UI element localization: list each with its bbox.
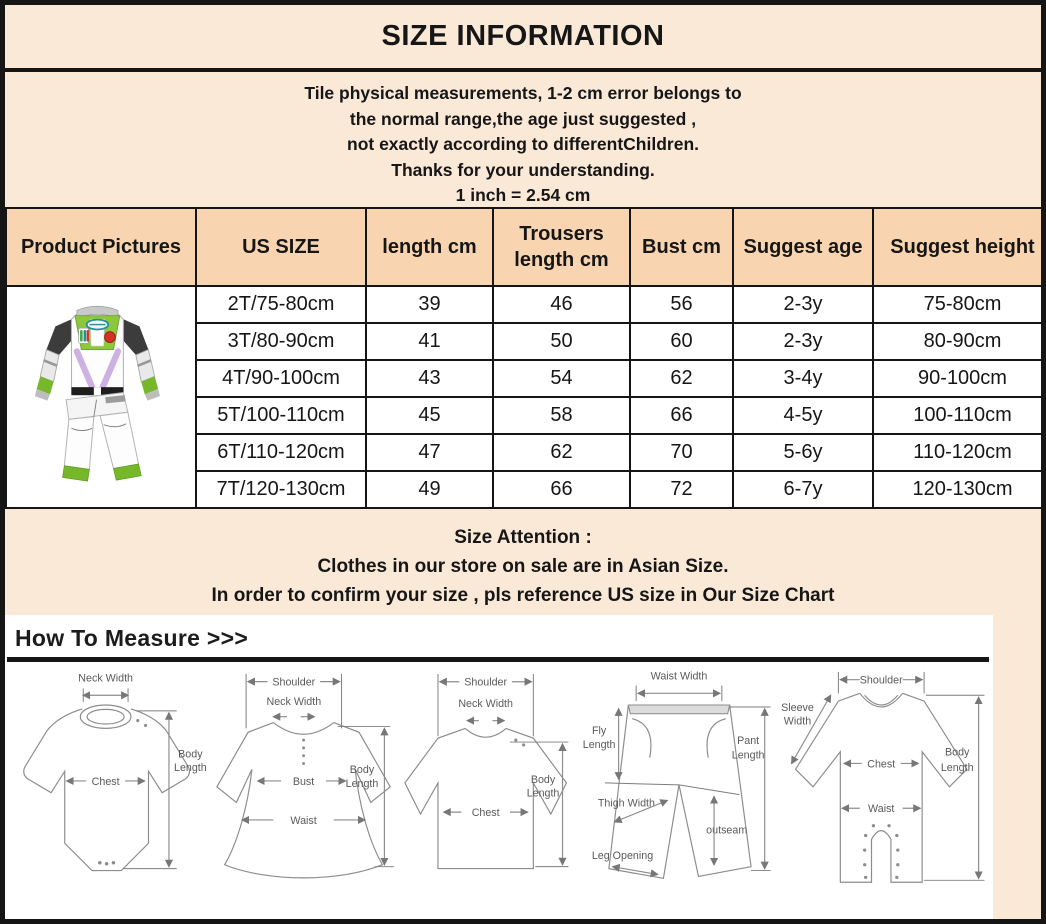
bust-cell: 72 <box>630 471 733 508</box>
suggest-height-cell: 75-80cm <box>873 286 1046 323</box>
body-length-label: Length <box>173 762 207 775</box>
suggest-age-cell: 2-3y <box>733 323 873 360</box>
trousers-length-cell: 46 <box>493 286 630 323</box>
trousers-length-cell: 58 <box>493 397 630 434</box>
us-size-cell: 4T/90-100cm <box>196 360 366 397</box>
size-table <box>5 207 1046 509</box>
suggest-age-cell: 4-5y <box>733 397 873 434</box>
suggest-height-cell: 110-120cm <box>873 434 1046 471</box>
col-header-us-size: US SIZE <box>196 208 366 286</box>
heading-underline <box>7 657 989 662</box>
bust-cell: 60 <box>630 323 733 360</box>
page-title: SIZE INFORMATION <box>381 20 665 52</box>
length-cell: 45 <box>366 397 493 434</box>
product-picture-cell <box>6 286 196 508</box>
us-size-cell: 2T/75-80cm <box>196 286 366 323</box>
waist-width-label: Waist Width <box>650 670 708 683</box>
size-attention-heading: Size Attention : <box>454 527 592 548</box>
length-cell: 41 <box>366 323 493 360</box>
waist-label: Waist <box>290 814 317 827</box>
outseam-label: outseam <box>706 824 748 837</box>
suggest-height-cell: 80-90cm <box>873 323 1046 360</box>
title-bar <box>5 5 1041 72</box>
measure-diagrams <box>5 664 993 919</box>
measure-diagram-pants <box>581 668 777 892</box>
us-size-cell: 7T/120-130cm <box>196 471 366 508</box>
bust-label: Bust <box>292 775 315 788</box>
chest-label: Chest <box>471 807 500 819</box>
col-header-bust: Bust cm <box>630 208 733 286</box>
suggest-age-cell: 5-6y <box>733 434 873 471</box>
us-size-cell: 5T/100-110cm <box>196 397 366 434</box>
notice-line: the normal range,the age just suggested , <box>349 108 697 129</box>
size-attention-line: Clothes in our store on sale are in Asian Size. <box>317 556 729 577</box>
length-cell: 43 <box>366 360 493 397</box>
size-attention-line: In order to confirm your size , pls reference US size in Our Size Chart <box>211 585 835 606</box>
how-to-measure-section <box>5 615 1041 919</box>
bust-cell: 66 <box>630 397 733 434</box>
shoulder-label: Shoulder <box>272 676 316 689</box>
table-header-row <box>6 208 1046 286</box>
trousers-length-cell: 66 <box>493 471 630 508</box>
shoulder-label: Shoulder <box>859 674 903 687</box>
bust-cell: 56 <box>630 286 733 323</box>
neck-width-label: Neck Width <box>458 698 513 711</box>
size-attention <box>5 509 1041 615</box>
buzz-pajama-product-image <box>25 291 177 503</box>
col-header-length: length cm <box>366 208 493 286</box>
notice-line: Tile physical measurements, 1-2 cm error belongs to <box>304 83 742 103</box>
table-row <box>6 286 1046 323</box>
us-size-cell: 6T/110-120cm <box>196 434 366 471</box>
trousers-length-cell: 54 <box>493 360 630 397</box>
sleeve-width-label: Width <box>783 715 812 728</box>
right-margin-strip <box>993 615 1041 919</box>
body-length-label: Length <box>345 777 379 790</box>
pant-length-label: Pant <box>737 734 760 747</box>
suggest-height-cell: 120-130cm <box>873 471 1046 508</box>
suggest-age-cell: 6-7y <box>733 471 873 508</box>
measurement-notice <box>5 72 1041 207</box>
pant-length-label: Length <box>731 749 765 762</box>
shoulder-label: Shoulder <box>464 676 508 689</box>
trousers-length-cell: 62 <box>493 434 630 471</box>
body-length-label: Length <box>526 787 560 800</box>
notice-line: Thanks for your understanding. <box>391 159 655 180</box>
chest-label: Chest <box>867 758 896 771</box>
length-cell: 49 <box>366 471 493 508</box>
suggest-height-cell: 100-110cm <box>873 397 1046 434</box>
col-header-product-pictures: Product Pictures <box>6 208 196 286</box>
measure-diagram-dress <box>211 668 401 892</box>
body-length-label: Body <box>944 746 970 759</box>
body-length-label: Length <box>940 762 974 775</box>
body-length-label: Body <box>530 773 556 786</box>
body-length-label: Body <box>178 748 203 761</box>
notice-line: 1 inch = 2.54 cm <box>455 185 591 205</box>
body-length-label: Body <box>349 764 375 777</box>
chest-label: Chest <box>91 775 120 788</box>
fly-length-label: Length <box>582 738 616 751</box>
col-header-suggest-age: Suggest age <box>733 208 873 286</box>
neck-width-label: Neck Width <box>78 672 134 685</box>
waist-label: Waist <box>868 803 895 816</box>
how-to-measure-panel <box>5 615 993 919</box>
measure-diagram-bodysuit <box>11 668 211 892</box>
pajama-pants-icon <box>63 393 142 482</box>
notice-line: not exactly according to differentChildren. <box>347 134 699 154</box>
col-header-suggest-height: Suggest height <box>873 208 1046 286</box>
suggest-age-cell: 3-4y <box>733 360 873 397</box>
length-cell: 47 <box>366 434 493 471</box>
trousers-length-cell: 50 <box>493 323 630 360</box>
measure-diagram-romper <box>777 668 1003 892</box>
measure-diagram-tshirt <box>401 668 581 892</box>
suggest-age-cell: 2-3y <box>733 286 873 323</box>
leg-opening-label: Leg Opening <box>591 849 654 862</box>
pajama-top-icon <box>35 306 160 400</box>
sleeve-width-label: Sleeve <box>781 701 814 714</box>
suggest-height-cell: 90-100cm <box>873 360 1046 397</box>
col-header-trousers-length: Trousers length cm <box>493 208 630 286</box>
fly-length-label: Fly <box>591 725 607 738</box>
us-size-cell: 3T/80-90cm <box>196 323 366 360</box>
neck-width-label: Neck Width <box>266 696 322 709</box>
how-to-measure-heading: How To Measure >>> <box>15 625 249 651</box>
length-cell: 39 <box>366 286 493 323</box>
bust-cell: 62 <box>630 360 733 397</box>
thigh-width-label: Thigh Width <box>597 797 655 810</box>
bust-cell: 70 <box>630 434 733 471</box>
